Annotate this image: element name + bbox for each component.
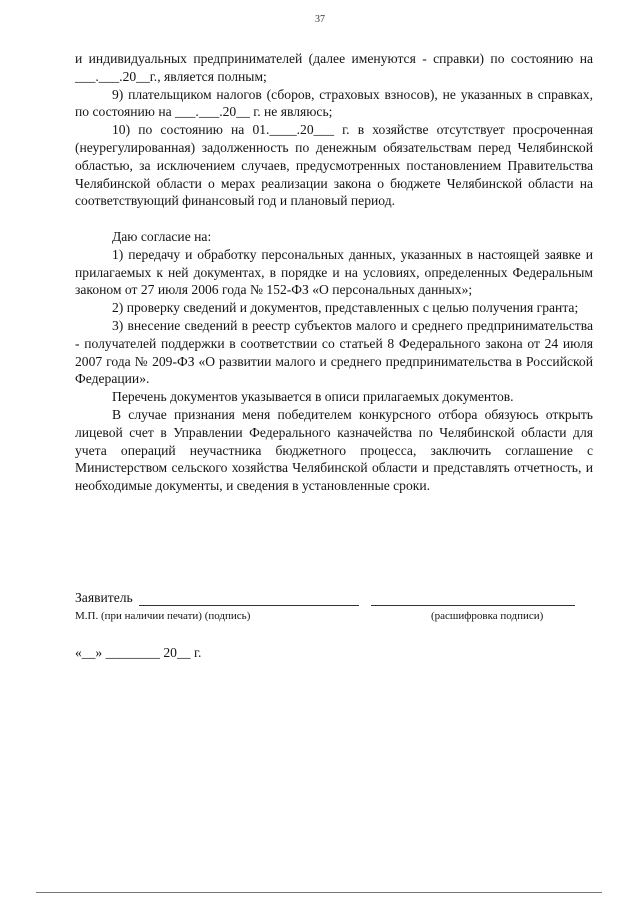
- footer-rule: [36, 892, 602, 893]
- paragraph: Даю согласие на:: [112, 228, 212, 244]
- paragraph: 3) внесение сведений в реестр субъектов малого и среднего предпринимательства - получателей поддержки в соответствии со статьей 8 Федерального закона от 24 июля 2007 года № 209-ФЗ «О развитии малого и среднего предпринимательства в Российской Федерации».: [75, 317, 593, 387]
- paragraph: 2) проверку сведений и документов, представленных с целью получения гранта;: [112, 300, 579, 316]
- paragraph: 9) плательщиком налогов (сборов, страховых взносов), не указанных в справках, по состоянию на ___.___.20__ г. не являюсь;: [75, 86, 593, 120]
- signature-block: [75, 590, 595, 630]
- paragraph: В случае признания меня победителем конкурсного отбора обязуюсь открыть лицевой счет в Управлении Федерального казначейства по Челябинской области для учета операций неучастника бюджетного процесса, заключить соглашение с Министерством сельского хозяйства Челябинской области и представлять отчетность, и необходимые документы, и сведения в установленные сроки.: [75, 406, 593, 494]
- date-line: «__» ________ 20__ г.: [75, 645, 202, 660]
- applicant-label: Заявитель: [75, 590, 133, 605]
- paragraph: 10) по состоянию на 01.____.20___ г. в хозяйстве отсутствует просроченная (неурегулированная) задолженность по денежным обязательствам перед Челябинской областью, за исключением случаев, предусмотренных постановлением Правительства Челябинской области о мерах реализации закона о бюджете Челябинской области на соответствующий финансовый год и плановый период.: [75, 122, 593, 209]
- page-number: 37: [315, 14, 325, 25]
- signature-decode-caption: (расшифровка подписи): [431, 610, 544, 622]
- paragraph: и индивидуальных предпринимателей (далее именуются - справки) по состоянию на ___.___.20__г., является полным;: [75, 51, 593, 84]
- paragraph: 1) передачу и обработку персональных данных, указанных в настоящей заявке и прилагаемых к ней документах, в порядке и на условиях, определенных Федеральным законом от 27 июля 2006 года № 152-ФЗ «О персональных данных»;: [75, 246, 593, 298]
- paragraph: Перечень документов указывается в описи прилагаемых документов.: [112, 389, 514, 405]
- document-body: [75, 50, 593, 495]
- signature-line: [139, 605, 359, 606]
- signature-decode-line: [371, 605, 575, 606]
- signature-caption: М.П. (при наличии печати) (подпись): [75, 610, 251, 622]
- paragraph-gap: [75, 210, 593, 228]
